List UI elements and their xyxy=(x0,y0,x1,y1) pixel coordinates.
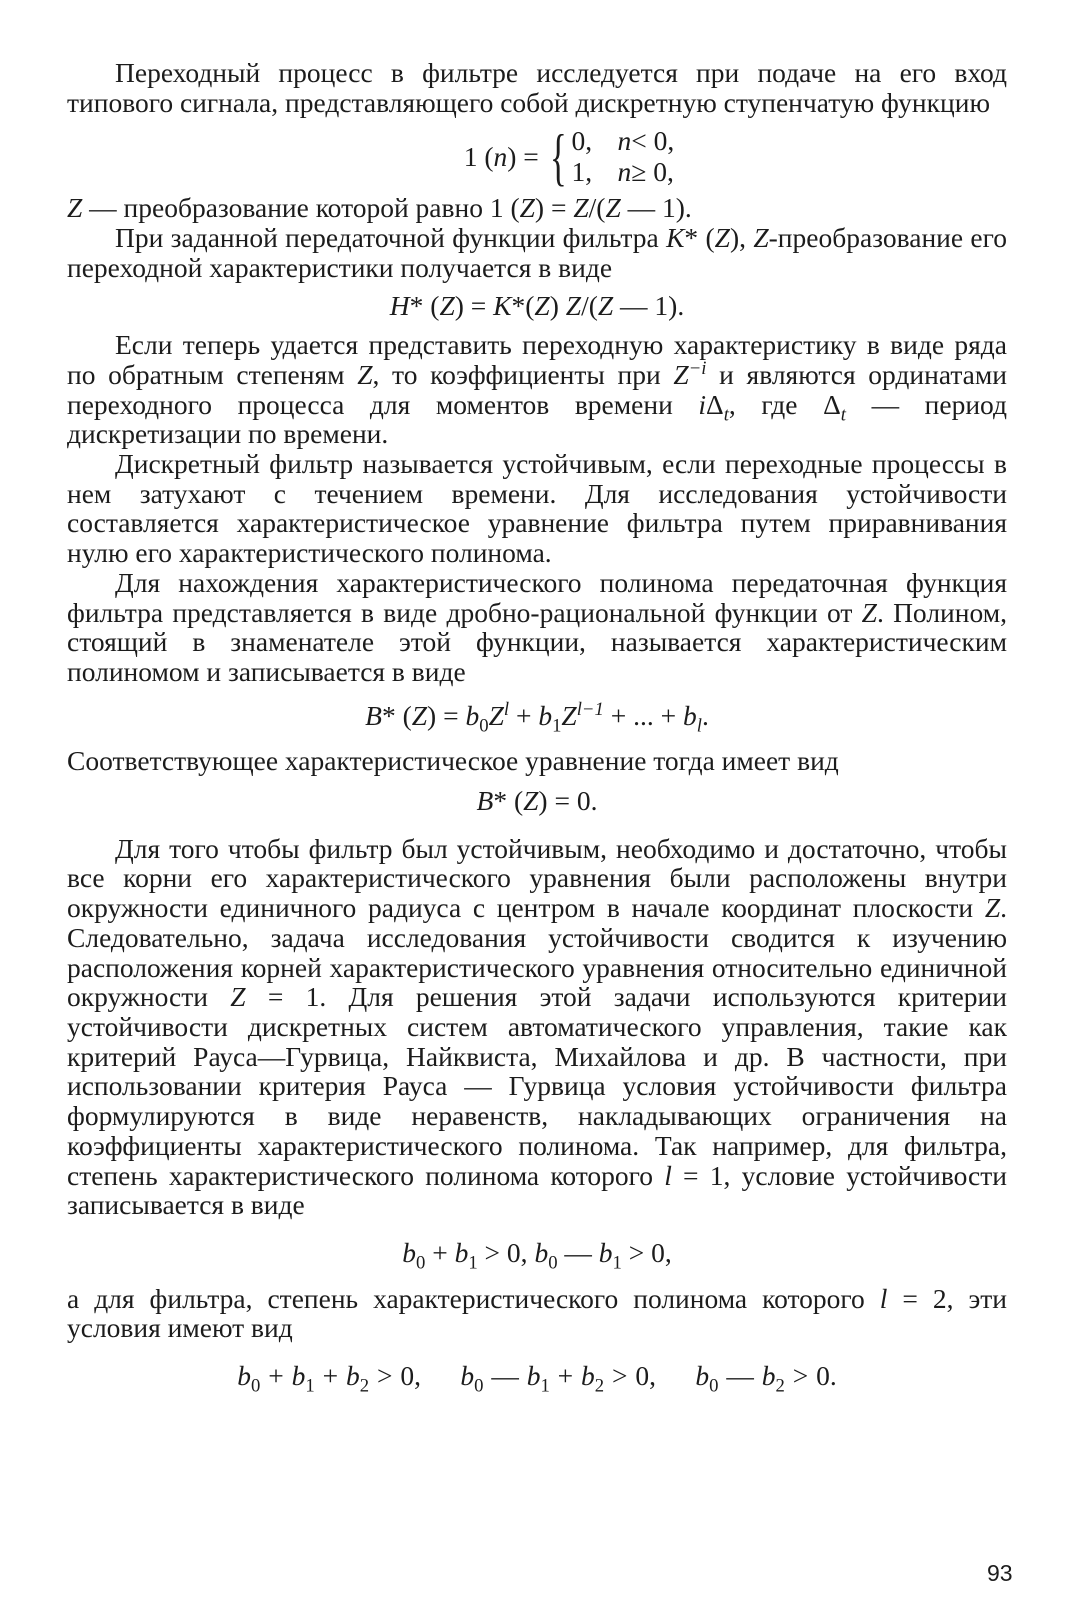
paragraph-stability-definition: Дискретный фильтр называется устойчивым, если переходные процессы в нем затухают с течением времени. Для исследования устойчивости составляется характеристическое уравнение фильтра путем приравнивания нулю его характеристического полинома. xyxy=(67,448,1007,569)
formula-lhs: 1 (n) = xyxy=(463,141,539,173)
paragraph-step-function-intro: Переходный процесс в фильтре исследуется при подаче на его вход типового сигнала, представляющего собой дискретную ступенчатую функцию xyxy=(67,57,1007,118)
left-brace-symbol: { xyxy=(549,120,567,192)
paragraph-series-expansion: Если теперь удается представить переходную характеристику в виде ряда по обратным степеням Z, то коэффициенты при $Z^{-i}$ и являются ординатами переходного процесса для моментов времени $i\Delta_t$, где $\Delta_t$ — период дискретизации по времени. xyxy=(67,329,1008,450)
case-1-value: 0, xyxy=(571,125,593,157)
formula-characteristic-polynomial: B* $(Z) = b_0Z^l + b_1Z^{l-1}$ + ... + $b_l$. xyxy=(365,698,709,737)
paragraph-z-transform: Z — преобразование которой равно 1 (Z) = Z/(Z — 1). xyxy=(67,192,692,224)
paragraph-second-order-intro: а для фильтра, степень характеристического полинома которого l = 2, эти условия имеют вид xyxy=(67,1282,1007,1344)
page-number: 93 xyxy=(987,1560,1013,1586)
book-page xyxy=(67,58,1007,1588)
formula-characteristic-equation: B* (Z) = 0. xyxy=(476,785,598,817)
case-2-condition: n≥ 0, xyxy=(617,156,674,188)
paragraph-characteristic-equation: Соответствующее характеристическое уравнение тогда имеет вид xyxy=(67,745,839,777)
formula-unit-step-function xyxy=(131,120,1007,192)
case-2-value: 1, xyxy=(571,156,593,188)
case-1-condition: n< 0, xyxy=(617,125,675,157)
formula-first-order-conditions: $b_0 + b_1 > 0$, $b_0$ — $b_1 > 0$, xyxy=(402,1236,672,1274)
formula-cases xyxy=(572,126,675,187)
paragraph-transfer-function: При заданной передаточной функции фильтра K* (Z), Z-преобразование его переходной характеристики получается в виде xyxy=(67,222,1007,283)
paragraph-stability-criteria: Для того чтобы фильтр был устойчивым, необходимо и достаточно, чтобы все корни его характеристического уравнения были расположены внутри окружности единичного радиуса с центром в начале координат плоскости Z. Следовательно, задача исследования устойчивости сводится к изучению расположения корней характеристического уравнения относительно единичной окружности Z = 1. Для решения этой задачи используются критерии устойчивости дискретных систем автоматического управления, такие как критерий Рауса—Гурвица, Найквиста, Михайлова и др. В частности, при использовании критерия Рауса — Гурвица условия устойчивости фильтра формулируются в виде неравенств, накладывающих ограничения на коэффициенты характеристического полинома. Так например, для фильтра, степень характеристического полинома которого l = 1, условие устойчивости записывается в виде xyxy=(67,832,1007,1221)
paragraph-characteristic-polynomial: Для нахождения характеристического полинома передаточная функция фильтра представляется в виде дробно-рациональной функции от Z. Полином, стоящий в знаменателе этой функции, называется характеристическим полиномом и записывается в виде xyxy=(67,566,1007,687)
formula-transient-response: H* (Z) = K*(Z) Z/(Z — 1). xyxy=(389,289,685,321)
formula-second-order-conditions: $b_0 + b_1 + b_2 > 0$, $b_0$ — $b_1 + b_2 > 0$, $b_0$ — $b_2 > 0$. xyxy=(237,1360,837,1397)
